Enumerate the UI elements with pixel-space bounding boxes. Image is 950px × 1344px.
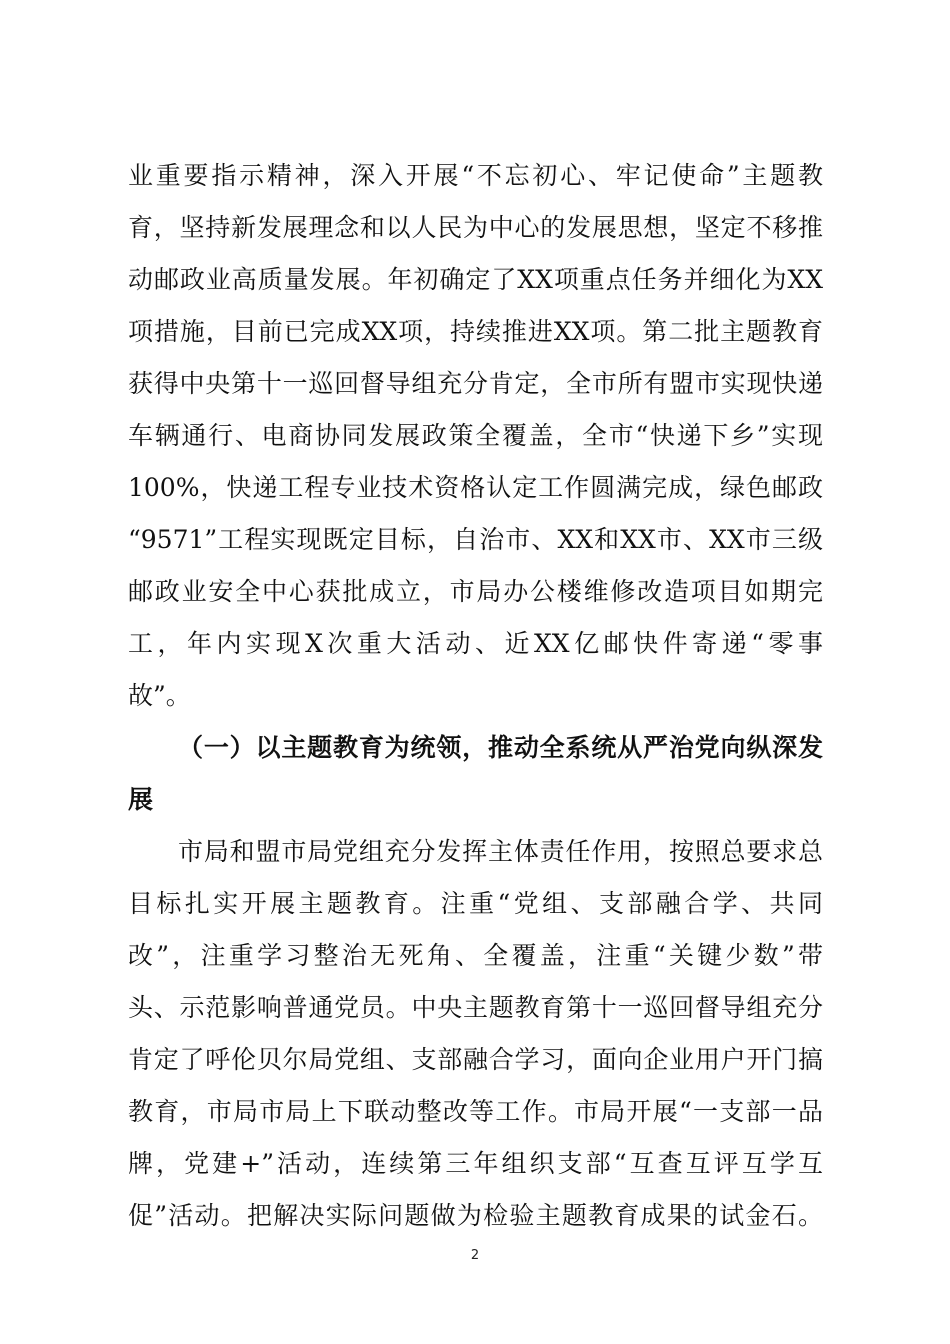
text-line: 育，坚持新发展理念和以人民为中心的发展思想，坚定不移推 [128, 213, 823, 242]
page-number: 2 [470, 1248, 480, 1263]
text-line: 车辆通行、电商协同发展政策全覆盖，全市“快递下乡”实现 [128, 421, 823, 450]
text-line: 邮政业安全中心获批成立，市局办公楼维修改造项目如期完 [128, 577, 823, 606]
text-line: 项措施，目前已完成XX项，持续推进XX项。第二批主题教育 [128, 317, 823, 346]
section-heading [128, 722, 823, 826]
heading-line: 展 [128, 785, 154, 814]
text-line: 头、示范影响普通党员。中央主题教育第十一巡回督导组充分 [128, 993, 823, 1022]
text-line: 100%，快递工程专业技术资格认定工作圆满完成，绿色邮政 [128, 473, 823, 502]
text-line: 目标扎实开展主题教育。注重“党组、支部融合学、共同 [128, 889, 823, 918]
text-line: 业重要指示精神，深入开展“不忘初心、牢记使命”主题教 [128, 161, 823, 190]
text-line: 故”。 [128, 681, 191, 710]
paragraph-continuation [128, 150, 823, 722]
text-line: 促”活动。把解决实际问题做为检验主题教育成果的试金石。 [128, 1201, 823, 1230]
text-line: 牌，党建+”活动，连续第三年组织支部“互查互评互学互 [128, 1149, 823, 1178]
text-line: 工，年内实现X次重大活动、近XX亿邮快件寄递“零事 [128, 629, 823, 658]
text-line: 改”，注重学习整治无死角、全覆盖，注重“关键少数”带 [128, 941, 823, 970]
heading-line: （一）以主题教育为统领，推动全系统从严治党向纵深发 [178, 733, 823, 762]
text-line: 市局和盟市局党组充分发挥主体责任作用，按照总要求总 [178, 837, 823, 866]
document-body [128, 150, 823, 1242]
text-line: 获得中央第十一巡回督导组充分肯定，全市所有盟市实现快递 [128, 369, 823, 398]
text-line: 动邮政业高质量发展。年初确定了XX项重点任务并细化为XX [128, 265, 823, 294]
text-line: 教育，市局市局上下联动整改等工作。市局开展“一支部一品 [128, 1097, 823, 1126]
text-line: “9571”工程实现既定目标，自治市、XX和XX市、XX市三级 [128, 525, 823, 554]
paragraph-body [128, 826, 823, 1242]
text-line: 肯定了呼伦贝尔局党组、支部融合学习，面向企业用户开门搞 [128, 1045, 823, 1074]
